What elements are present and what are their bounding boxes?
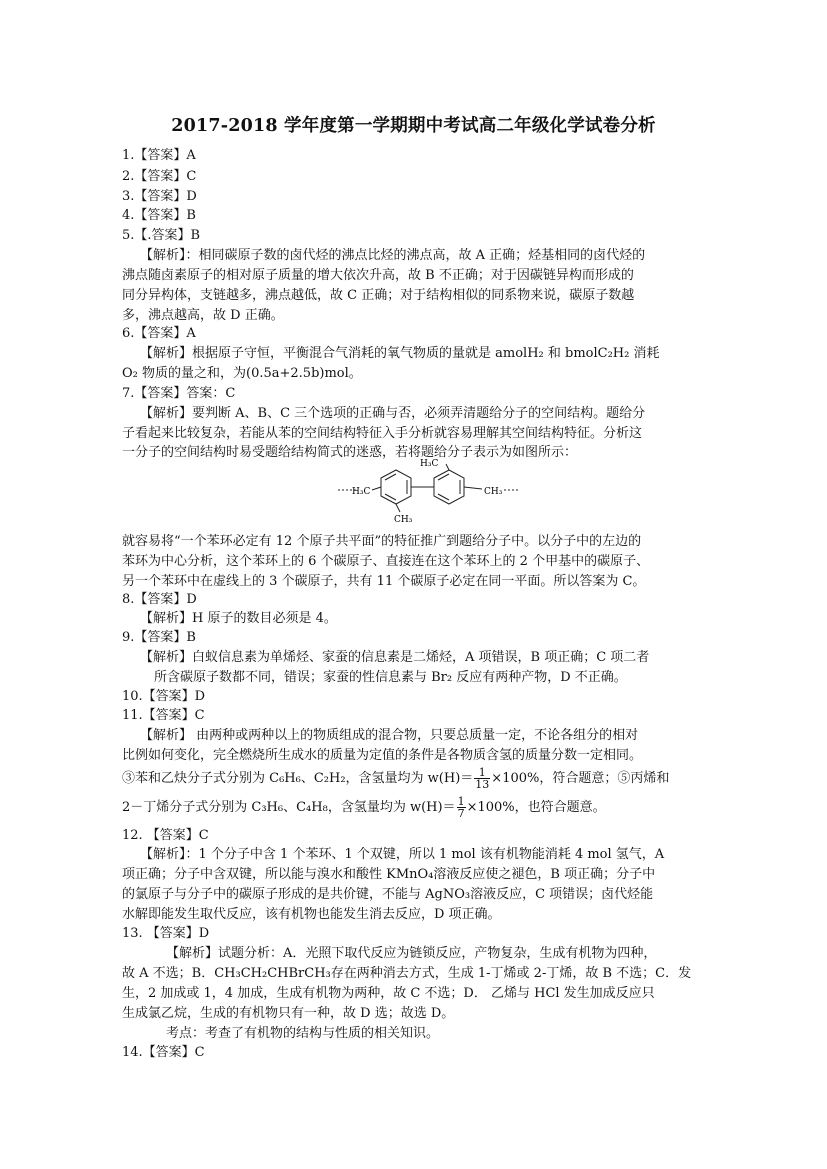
answer-8: 8.【答案】D (122, 592, 197, 607)
analysis-13-line: 考点：考查了有机物的结构与性质的相关知识。 (166, 1026, 440, 1041)
structure-figure (334, 456, 524, 526)
fraction-numerator: 1 (474, 767, 490, 779)
methyl-label: CH₃ (484, 487, 503, 497)
fraction (474, 767, 490, 790)
analysis-11-line: 【解析】 由两种或两种以上的物质组成的混合物，只要总质量一定，不论各组分的相对 (140, 728, 639, 743)
formula-text: ×100%，符合题意；⑤丙烯和 (491, 771, 670, 786)
analysis-9-line: 【解析】白蚁信息素为单烯烃、家蚕的信息素是二烯烃，A 项错误，B 项正确；C 项二者 (140, 650, 650, 665)
analysis-6-line: O₂ 物质的量之和，为(0.5a+2.5b)mol。 (122, 366, 362, 381)
answer-6: 6.【答案】A (122, 326, 196, 341)
analysis-13-line: 【解析】试题分析：A．光照下取代反应为链锁反应，产物复杂，生成有机物为四种， (166, 946, 657, 961)
analysis-6-line: 【解析】根据原子守恒，平衡混合气消耗的氧气物质的量就是 amolH₂ 和 bmolC₂H₂ 消耗 (140, 346, 660, 361)
analysis-7-line: 一分子的空间结构时易受题给结构简式的迷惑，若将题给分子表示为如图所示： (122, 445, 578, 460)
formula-text: ③苯和乙炔分子式分别为 C₆H₆、C₂H₂，含氢量均为 w(H)＝ (122, 771, 474, 786)
formula-text: 2－丁烯分子式分别为 C₃H₆、C₄H₈，含氢量均为 w(H)＝ (122, 800, 456, 815)
analysis-13-line: 生，2 加成或 1，4 加成，生成有机物为两种，故 C 不选；D． 乙烯与 HCl 发生加成反应只 (122, 986, 655, 1001)
answer-12: 12. 【答案】C (122, 828, 209, 843)
answer-10: 10.【答案】D (122, 689, 206, 704)
methyl-label: H₃C (352, 487, 371, 497)
answer-14: 14.【答案】C (122, 1045, 205, 1060)
analysis-7-line: 【解析】要判断 A、B、C 三个选项的正确与否，必须弄清题给分子的空间结构。题给分 (140, 406, 646, 421)
analysis-12-line: 水解即能发生取代反应，该有机物也能发生消去反应，D 项正确。 (122, 907, 501, 922)
methyl-label: H₃C (420, 459, 439, 469)
analysis-11-formula-line (122, 767, 669, 790)
answer-1: 1.【答案】A (122, 148, 196, 163)
answer-3: 3.【答案】D (122, 189, 197, 204)
analysis-12-line: 项正确；分子中含双键，所以能与溴水和酸性 KMnO₄溶液反应使之褪色，B 项正确；分子中 (122, 867, 656, 882)
analysis-13-line: 生成氯乙烷，生成的有机物只有一种，故 D 选；故选 D。 (122, 1006, 455, 1021)
analysis-5-line: 多，沸点越高，故 D 正确。 (122, 308, 284, 323)
analysis-8-line: 【解析】H 原子的数目必须是 4。 (140, 611, 337, 626)
answer-5: 5.【.答案】B (122, 228, 201, 243)
analysis-7-line: 子看起来比较复杂，若能从苯的空间结构特征入手分析就容易理解其空间结构特征。分析这 (122, 426, 643, 441)
analysis-7-line: 另一个苯环中在虚线上的 3 个碳原子，共有 11 个碳原子必定在同一平面。所以答案为 C。 (122, 574, 646, 589)
fraction-denominator: 13 (475, 778, 490, 791)
analysis-11-line: 比例如何变化，完全燃烧所生成水的质量为定值的条件是各物质含氢的质量分数一定相同。 (122, 748, 643, 763)
analysis-11-formula-line (122, 796, 606, 819)
analysis-12-line: 的氯原子与分子中的碳原子形成的是共价键，不能与 AgNO₃溶液反应，C 项错误；卤代烃能 (122, 887, 654, 902)
answer-4: 4.【答案】B (122, 208, 196, 223)
formula-text: ×100%，也符合题意。 (466, 800, 606, 815)
fraction-numerator: 1 (457, 795, 465, 808)
fraction-denominator: 7 (457, 807, 465, 820)
answer-7: 7.【答案】答案：C (122, 386, 236, 401)
fraction (457, 796, 466, 819)
answer-11: 11.【答案】C (122, 708, 205, 723)
answer-2: 2.【答案】C (122, 169, 197, 184)
analysis-13-line: 故 A 不选；B．CH₃CH₂CHBrCH₃存在两种消去方式，生成 1-丁烯或 2-丁烯，故 B 不选；C．发 (122, 966, 692, 981)
page-title: 2017-2018 学年度第一学期期中考试高二年级化学试卷分析 (171, 116, 656, 136)
analysis-5-line: 沸点随卤素原子的相对原子质量的增大依次升高，故 B 不正确；对于因碳链异构而形成的 (122, 268, 634, 283)
analysis-7-line: 就容易将“一个苯环必定有 12 个原子共平面”的特征推广到题给分子中。以分子中的左边的 (122, 534, 642, 549)
analysis-12-line: 【解析】：1 个分子中含 1 个苯环、1 个双键，所以 1 mol 该有机物能消耗 4 mol 氢气，A (140, 847, 665, 862)
analysis-9-line: 所含碳原子数都不同，错误；家蚕的性信息素与 Br₂ 反应有两种产物，D 不正确。 (154, 670, 627, 685)
methyl-label: CH₃ (394, 515, 413, 525)
answer-9: 9.【答案】B (122, 630, 196, 645)
analysis-5-line: 【解析】：相同碳原子数的卤代烃的沸点比烃的沸点高，故 A 正确；烃基相同的卤代烃的 (140, 248, 646, 263)
analysis-5-line: 同分异构体，支链越多，沸点越低，故 C 正确；对于结构相似的同系物来说，碳原子数越 (122, 288, 635, 303)
answer-13: 13. 【答案】D (122, 926, 210, 941)
analysis-7-line: 苯环为中心分析，这个苯环上的 6 个碳原子、直接连在这个苯环上的 2 个甲基中的碳原子、 (122, 554, 650, 569)
